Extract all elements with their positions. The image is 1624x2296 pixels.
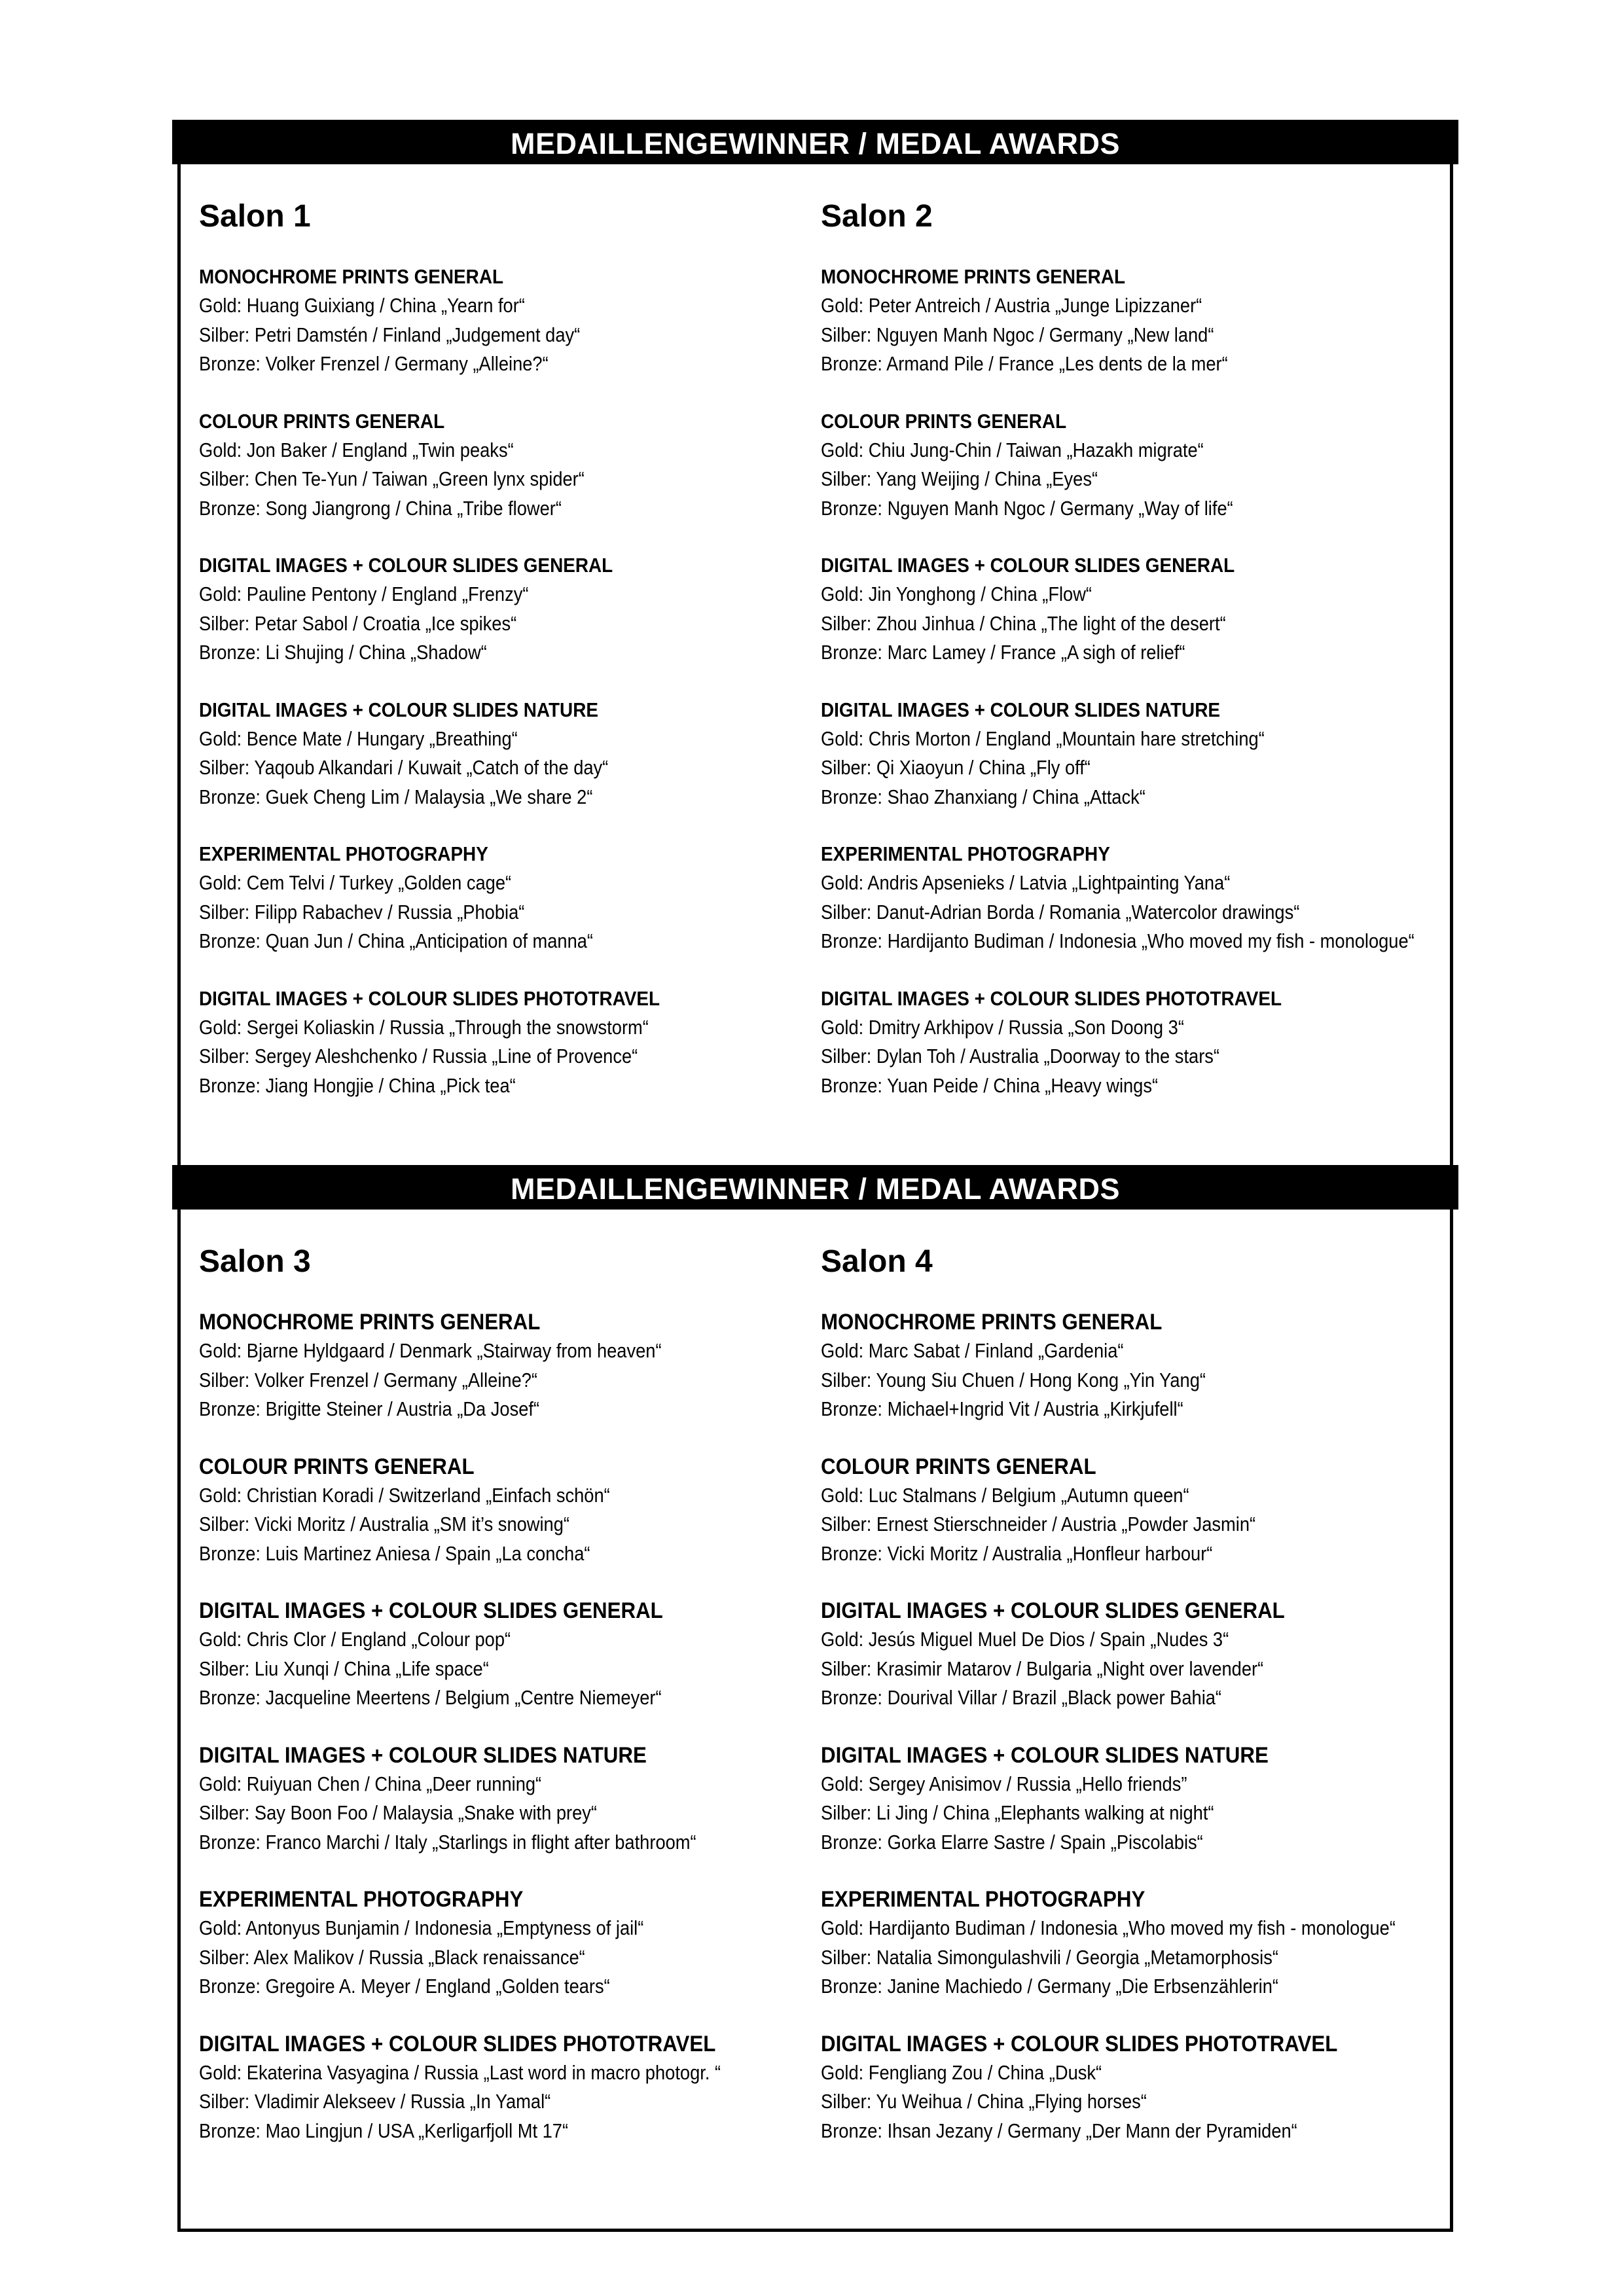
salon-columns — [181, 1210, 1450, 2174]
award-entry: Bronze: Gorka Elarre Sastre / Spain „Piscolabis“ — [821, 1830, 1203, 1854]
award-category — [199, 2030, 821, 2146]
award-entry: Silber: Yaqoub Alkandari / Kuwait „Catch of the day“ — [199, 756, 609, 779]
award-entry: Silber: Nguyen Manh Ngoc / Germany „New land“ — [821, 323, 1214, 346]
award-entry: Gold: Chris Clor / England „Colour pop“ — [199, 1628, 511, 1651]
award-entry: Gold: Huang Guixiang / China „Yearn for“ — [199, 294, 525, 317]
award-category — [821, 407, 1443, 524]
award-category — [821, 1741, 1443, 1857]
award-category — [199, 1308, 821, 1424]
award-entry: Silber: Say Boon Foo / Malaysia „Snake with prey“ — [199, 1801, 598, 1824]
category-title: DIGITAL IMAGES + COLOUR SLIDES NATURE — [199, 698, 598, 721]
award-entry: Gold: Marc Sabat / Finland „Gardenia“ — [821, 1339, 1124, 1362]
award-entry: Silber: Ernest Stierschneider / Austria „Powder Jasmin“ — [821, 1513, 1256, 1535]
award-entry: Bronze: Dourival Villar / Brazil „Black power Bahia“ — [821, 1686, 1222, 1709]
category-title: DIGITAL IMAGES + COLOUR SLIDES GENERAL — [199, 554, 613, 577]
category-title: COLOUR PRINTS GENERAL — [199, 409, 445, 433]
award-entry: Bronze: Shao Zhanxiang / China „Attack“ — [821, 785, 1146, 808]
award-entry: Gold: Fengliang Zou / China „Dusk“ — [821, 2060, 1102, 2084]
award-entry: Gold: Ruiyuan Chen / China „Deer running“ — [199, 1772, 542, 1795]
award-entry: Bronze: Brigitte Steiner / Austria „Da Josef“ — [199, 1397, 540, 1420]
award-category — [821, 840, 1443, 956]
salon-column — [821, 1210, 1443, 2174]
award-category — [821, 696, 1443, 812]
award-category — [199, 262, 821, 379]
award-entry: Silber: Qi Xiaoyun / China „Fly off“ — [821, 756, 1091, 779]
award-entry: Silber: Natalia Simongulashvili / Georgia „Metamorphosis“ — [821, 1945, 1278, 1969]
award-category — [821, 1452, 1443, 1569]
award-category — [821, 984, 1443, 1101]
award-category — [821, 1308, 1443, 1424]
award-category — [821, 262, 1443, 379]
category-title: EXPERIMENTAL PHOTOGRAPHY — [821, 1887, 1146, 1912]
award-entry: Bronze: Luis Martinez Aniesa / Spain „La concha“ — [199, 1541, 590, 1565]
award-entry: Silber: Sergey Aleshchenko / Russia „Line of Provence“ — [199, 1045, 638, 1067]
award-entry: Silber: Chen Te-Yun / Taiwan „Green lynx spider“ — [199, 467, 585, 490]
award-category — [821, 2030, 1443, 2146]
category-title: DIGITAL IMAGES + COLOUR SLIDES NATURE — [821, 698, 1220, 721]
award-category — [199, 840, 821, 956]
award-entry: Gold: Andris Apsenieks / Latvia „Lightpainting Yana“ — [821, 871, 1231, 894]
award-entry: Bronze: Michael+Ingrid Vit / Austria „Kirkjufell“ — [821, 1397, 1183, 1420]
salon-title: Salon 4 — [821, 1244, 933, 1279]
award-entry: Gold: Peter Antreich / Austria „Junge Lipizzaner“ — [821, 294, 1202, 317]
award-entry: Silber: Danut-Adrian Borda / Romania „Watercolor drawings“ — [821, 900, 1300, 924]
salon-title: Salon 3 — [199, 1244, 311, 1279]
category-title: DIGITAL IMAGES + COLOUR SLIDES PHOTOTRAVEL — [199, 2031, 716, 2056]
award-entry: Silber: Vladimir Alekseev / Russia „In Yamal“ — [199, 2090, 551, 2113]
award-entry: Gold: Ekaterina Vasyagina / Russia „Last word in macro photogr. “ — [199, 2060, 721, 2084]
award-entry: Silber: Krasimir Matarov / Bulgaria „Night over lavender“ — [821, 1657, 1264, 1680]
medal-awards-panel-2 — [172, 1165, 1458, 2232]
award-entry: Silber: Alex Malikov / Russia „Black renaissance“ — [199, 1945, 585, 1969]
salon-column — [821, 164, 1443, 1128]
award-category — [199, 407, 821, 524]
award-entry: Gold: Bjarne Hyldgaard / Denmark „Stairway from heaven“ — [199, 1339, 662, 1362]
award-entry: Bronze: Armand Pile / France „Les dents de la mer“ — [821, 352, 1228, 375]
category-title: DIGITAL IMAGES + COLOUR SLIDES GENERAL — [199, 1598, 663, 1623]
award-entry: Gold: Cem Telvi / Turkey „Golden cage“ — [199, 871, 512, 894]
award-entry: Bronze: Guek Cheng Lim / Malaysia „We share 2“ — [199, 785, 593, 808]
award-entry: Gold: Luc Stalmans / Belgium „Autumn queen“ — [821, 1483, 1189, 1507]
award-entry: Bronze: Ihsan Jezany / Germany „Der Mann der Pyramiden“ — [821, 2119, 1297, 2142]
award-entry: Gold: Hardijanto Budiman / Indonesia „Who moved my fish - monologue“ — [821, 1916, 1396, 1939]
award-category — [199, 551, 821, 668]
category-title: COLOUR PRINTS GENERAL — [821, 409, 1067, 433]
category-title: MONOCHROME PRINTS GENERAL — [821, 265, 1126, 288]
category-title: DIGITAL IMAGES + COLOUR SLIDES GENERAL — [821, 1598, 1285, 1623]
category-title: DIGITAL IMAGES + COLOUR SLIDES NATURE — [199, 1742, 647, 1768]
panel-header: MEDAILLENGEWINNER / MEDAL AWARDS — [172, 120, 1458, 164]
award-entry: Silber: Yu Weihua / China „Flying horses“ — [821, 2090, 1147, 2113]
category-title: MONOCHROME PRINTS GENERAL — [199, 265, 504, 288]
medal-awards-panel-1 — [172, 120, 1458, 1175]
award-entry: Silber: Yang Weijing / China „Eyes“ — [821, 467, 1098, 490]
panel-box — [177, 1210, 1453, 2232]
award-category — [821, 1596, 1443, 1713]
award-entry: Silber: Dylan Toh / Australia „Doorway to the stars“ — [821, 1045, 1220, 1067]
award-entry: Bronze: Vicki Moritz / Australia „Honfleur harbour“ — [821, 1541, 1213, 1565]
award-entry: Silber: Young Siu Chuen / Hong Kong „Yin Yang“ — [821, 1368, 1206, 1391]
award-entry: Silber: Filipp Rabachev / Russia „Phobia“ — [199, 900, 525, 924]
award-entry: Silber: Volker Frenzel / Germany „Alleine?“ — [199, 1368, 538, 1391]
category-title: MONOCHROME PRINTS GENERAL — [821, 1310, 1163, 1335]
category-title: COLOUR PRINTS GENERAL — [199, 1454, 475, 1479]
award-entry: Bronze: Jacqueline Meertens / Belgium „Centre Niemeyer“ — [199, 1686, 662, 1709]
category-title: MONOCHROME PRINTS GENERAL — [199, 1310, 541, 1335]
award-entry: Bronze: Quan Jun / China „Anticipation of manna“ — [199, 929, 594, 952]
award-entry: Bronze: Marc Lamey / France „A sigh of relief“ — [821, 641, 1185, 664]
award-entry: Bronze: Jiang Hongjie / China „Pick tea“ — [199, 1073, 516, 1097]
award-category — [199, 984, 821, 1101]
panel-box — [177, 164, 1453, 1175]
award-category — [821, 551, 1443, 668]
award-entry: Gold: Pauline Pentony / England „Frenzy“ — [199, 583, 529, 605]
salon-columns — [181, 164, 1450, 1128]
award-entry: Gold: Antonyus Bunjamin / Indonesia „Emptyness of jail“ — [199, 1916, 644, 1939]
category-title: DIGITAL IMAGES + COLOUR SLIDES NATURE — [821, 1742, 1269, 1768]
panel-header: MEDAILLENGEWINNER / MEDAL AWARDS — [172, 1165, 1458, 1210]
award-category — [199, 1452, 821, 1569]
award-category — [199, 696, 821, 812]
award-entry: Bronze: Franco Marchi / Italy „Starlings in flight after bathroom“ — [199, 1830, 696, 1854]
award-category — [821, 1885, 1443, 2001]
award-entry: Gold: Christian Koradi / Switzerland „Einfach schön“ — [199, 1483, 610, 1507]
award-entry: Gold: Dmitry Arkhipov / Russia „Son Doong 3“ — [821, 1015, 1184, 1039]
award-entry: Gold: Bence Mate / Hungary „Breathing“ — [199, 726, 518, 750]
salon-title: Salon 2 — [821, 199, 933, 234]
category-title: EXPERIMENTAL PHOTOGRAPHY — [199, 1887, 524, 1912]
award-entry: Bronze: Song Jiangrong / China „Tribe flower“ — [199, 496, 562, 520]
category-title: DIGITAL IMAGES + COLOUR SLIDES PHOTOTRAVEL — [821, 2031, 1338, 2056]
award-entry: Gold: Sergei Koliaskin / Russia „Through the snowstorm“ — [199, 1015, 649, 1039]
award-entry: Bronze: Yuan Peide / China „Heavy wings“ — [821, 1073, 1159, 1097]
category-title: DIGITAL IMAGES + COLOUR SLIDES GENERAL — [821, 554, 1235, 577]
award-entry: Bronze: Volker Frenzel / Germany „Alleine?“ — [199, 352, 549, 375]
award-entry: Bronze: Janine Machiedo / Germany „Die Erbsenzählerin“ — [821, 1975, 1279, 1998]
award-entry: Bronze: Nguyen Manh Ngoc / Germany „Way of life“ — [821, 496, 1233, 520]
award-entry: Bronze: Hardijanto Budiman / Indonesia „Who moved my fish - monologue“ — [821, 929, 1415, 952]
award-category — [199, 1596, 821, 1713]
award-entry: Bronze: Li Shujing / China „Shadow“ — [199, 641, 487, 664]
award-entry: Gold: Jon Baker / England „Twin peaks“ — [199, 438, 514, 461]
category-title: EXPERIMENTAL PHOTOGRAPHY — [199, 842, 488, 865]
salon-column — [199, 1210, 821, 2174]
award-entry: Gold: Jin Yonghong / China „Flow“ — [821, 583, 1092, 605]
award-entry: Silber: Li Jing / China „Elephants walking at night“ — [821, 1801, 1214, 1824]
award-entry: Silber: Liu Xunqi / China „Life space“ — [199, 1657, 489, 1680]
salon-column — [199, 164, 821, 1128]
award-category — [199, 1885, 821, 2001]
award-entry: Silber: Vicki Moritz / Australia „SM it’s snowing“ — [199, 1513, 569, 1535]
salon-title: Salon 1 — [199, 199, 311, 234]
category-title: COLOUR PRINTS GENERAL — [821, 1454, 1096, 1479]
award-category — [199, 1741, 821, 1857]
category-title: DIGITAL IMAGES + COLOUR SLIDES PHOTOTRAVEL — [821, 986, 1282, 1010]
award-entry: Gold: Chiu Jung-Chin / Taiwan „Hazakh migrate“ — [821, 438, 1204, 461]
category-title: DIGITAL IMAGES + COLOUR SLIDES PHOTOTRAVEL — [199, 986, 660, 1010]
award-entry: Silber: Petri Damstén / Finland „Judgement day“ — [199, 323, 581, 346]
award-entry: Bronze: Mao Lingjun / USA „Kerligarfjoll Mt 17“ — [199, 2119, 569, 2142]
award-entry: Bronze: Gregoire A. Meyer / England „Golden tears“ — [199, 1975, 610, 1998]
award-entry: Gold: Jesús Miguel Muel De Dios / Spain „Nudes 3“ — [821, 1628, 1229, 1651]
award-entry: Silber: Zhou Jinhua / China „The light of the desert“ — [821, 611, 1226, 635]
award-entry: Silber: Petar Sabol / Croatia „Ice spikes“ — [199, 611, 517, 635]
category-title: EXPERIMENTAL PHOTOGRAPHY — [821, 842, 1110, 865]
award-entry: Gold: Chris Morton / England „Mountain hare stretching“ — [821, 726, 1265, 750]
award-entry: Gold: Sergey Anisimov / Russia „Hello friends” — [821, 1772, 1187, 1795]
